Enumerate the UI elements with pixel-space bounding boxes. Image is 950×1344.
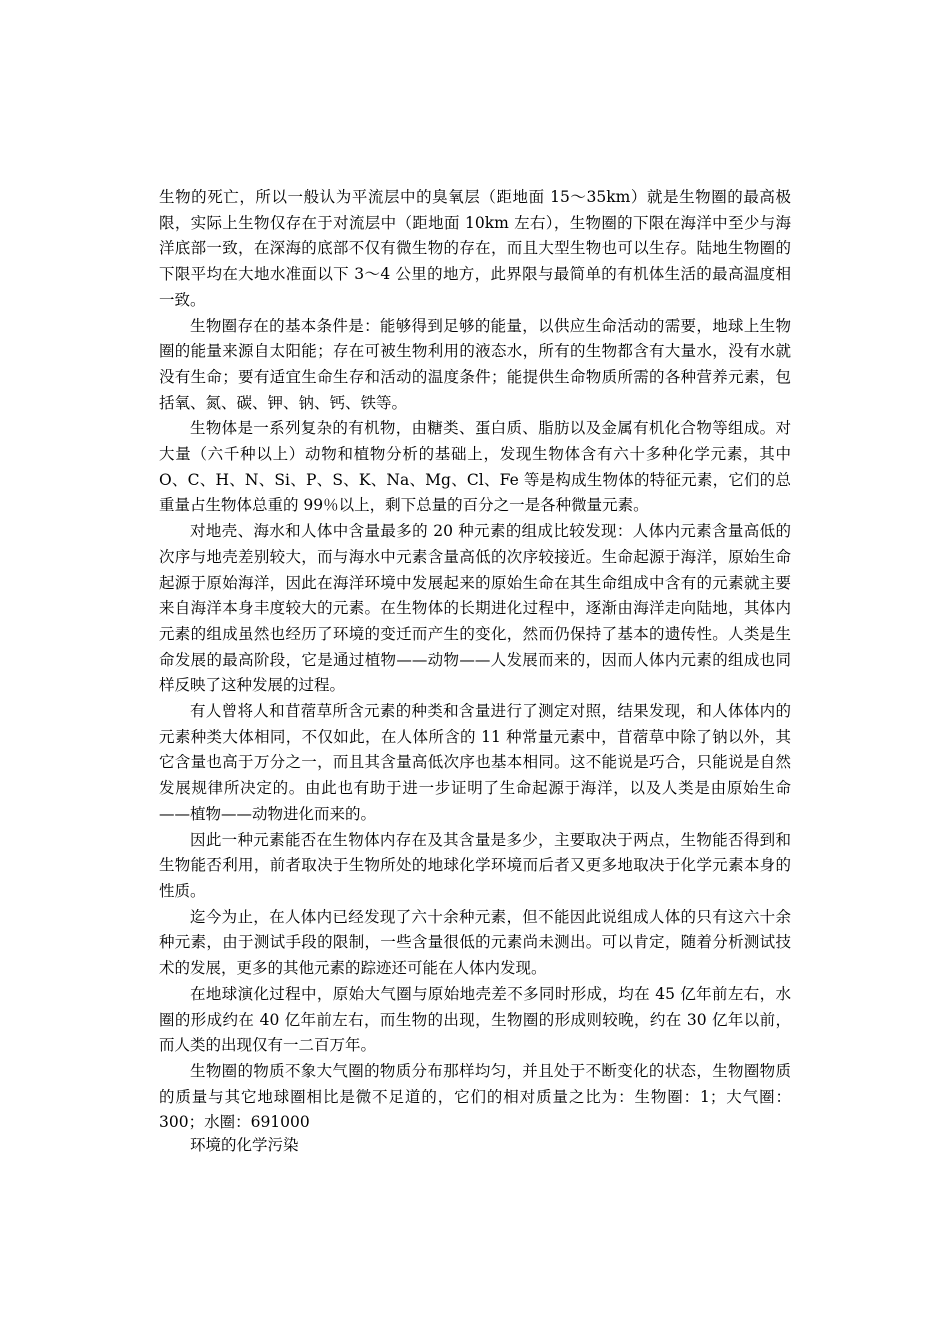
section-heading: 环境的化学污染 — [190, 1136, 299, 1154]
document-body — [159, 185, 791, 1136]
paragraph-alfalfa-comparison: 有人曾将人和苜蓿草所含元素的种类和含量进行了测定对照，结果发现，和人体体内的元素种类大体相同，不仅如此，在人体所含的 11 种常量元素中，苜蓿草中除了钠以外，其它含量也高于万分之一，而且其含量高低次序也基本相同。这不能说是巧合，只能说是自然发展规律所决定的。由此也有助于进一步证明了生命起源于海洋，以及人类是由原始生命——植物——动物进化而来的。 — [159, 702, 791, 823]
paragraph-relative-mass: 生物圈的物质不象大气圈的物质分布那样均匀，并且处于不断变化的状态，生物圈物质的质量与其它地球圈相比是微不足道的，它们的相对质量之比为：生物圈：1；大气圈：300；水圈：691000 — [159, 1061, 791, 1132]
paragraph-element-comparison: 对地壳、海水和人体中含量最多的 20 种元素的组成比较发现：人体内元素含量高低的次序与地壳差别较大，而与海水中元素含量高低的次序较接近。生命起源于海洋，原始生命起源于原始海洋，因此在海洋环境中发展起来的原始生命在其生命组成中含有的元素就主要来自海洋本身丰度较大的元素。在生物体的长期进化过程中，逐渐由海洋走向陆地，其体内元素的组成虽然也经历了环境的变迁而产生的变化，然而仍保持了基本的遗传性。人类是生命发展的最高阶段，它是通过植物——动物——人发展而来的，因而人体内元素的组成也同样反映了这种发展的过程。 — [159, 522, 791, 695]
paragraph-biosphere-conditions: 生物圈存在的基本条件是：能够得到足够的能量，以供应生命活动的需要，地球上生物圈的能量来源自太阳能；存在可被生物利用的液态水，所有的生物都含有大量水，没有水就没有生命；要有适宜生命生存和活动的温度条件；能提供生命物质所需的各种营养元素，包括氧、氮、碳、钾、钠、钙、铁等。 — [159, 316, 791, 412]
paragraph-organism-composition: 生物体是一系列复杂的有机物，由糖类、蛋白质、脂肪以及金属有机化合物等组成。对大量（六千种以上）动物和植物分析的基础上，发现生物体含有六十多种化学元素，其中 O、C、H、N、Si、P、S、K、Na、Mg、Cl、Fe 等是构成生物体的特征元素，它们的总重量占生物体总重的 99％以上，剩下总量的百分之一是各种微量元素。 — [159, 419, 791, 515]
paragraph-earth-evolution: 在地球演化过程中，原始大气圈与原始地壳差不多同时形成，均在 45 亿年前左右，水圈的形成约在 40 亿年前左右，而生物的出现，生物圈的形成则较晚，约在 30 亿年以前，而人类的出现仅有一二百万年。 — [159, 984, 791, 1055]
paragraph-elements-discovered: 迄今为止，在人体内已经发现了六十余种元素，但不能因此说组成人体的只有这六十余种元素，由于测试手段的限制，一些含量很低的元素尚未测出。可以肯定，随着分析测试技术的发展，更多的其他元素的踪迹还可能在人体内发现。 — [159, 907, 791, 978]
paragraph-biosphere-limits: 生物的死亡，所以一般认为平流层中的臭氧层（距地面 15～35km）就是生物圈的最高极限，实际上生物仅存在于对流层中（距地面 10km 左右），生物圈的下限在海洋中至少与海洋底部一致，在深海的底部不仅有微生物的存在，而且大型生物也可以生存。陆地生物圈的下限平均在大地水准面以下 3～4 公里的地方，此界限与最简单的有机体生活的最高温度相一致。 — [159, 188, 791, 309]
paragraph-element-existence: 因此一种元素能否在生物体内存在及其含量是多少，主要取决于两点，生物能否得到和生物能否利用，前者取决于生物所处的地球化学环境而后者又更多地取决于化学元素本身的性质。 — [159, 830, 791, 900]
